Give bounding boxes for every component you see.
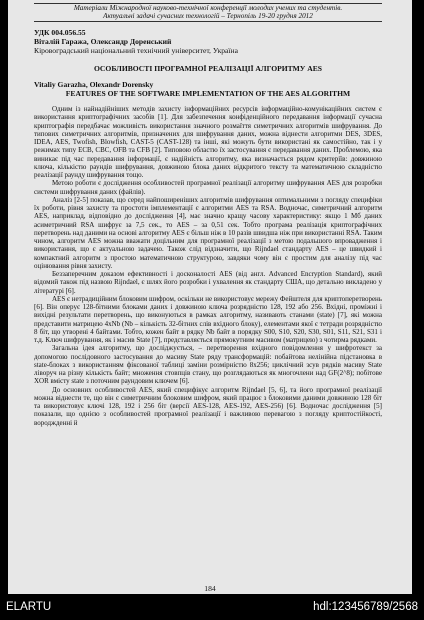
page-number: 184	[204, 584, 216, 593]
title-en: FEATURES OF THE SOFTWARE IMPLEMENTATION OF THE AES ALGORITHM	[65, 89, 351, 98]
handle-identifier: hdl:123456789/2568	[313, 601, 418, 613]
paragraph: До основних особливостей AES, який специфікує алгоритм Rijndael [5, 6], та його програмної реалізації можна віднести те, що він є симетричним блоковим шифром, який працює з блоковими даними довжиною 128 біт та використовує ключі 128, 192 і 256 біт (версії AES-128, AES-192, AES-256) [6]. Водночас дослідження [5] показали, що однією з особливостей програмної реалізації і важливою перевагою з погляду криптостійкості, вороджденні й	[34, 385, 382, 427]
paragraph: Загальна ідея алгоритму, що досліджується, – перетворення вхідного повідомлення у шифротекст за допомогою послідовного застосування до масиву State ряду трансформацій: побайтова нелінійна підстановка в state-блоках з використанням фіксованої таблиці заміни розмірністю 8x256; циклічний зсув рядків масиву State ліворуч на різну кількість байт; множення стовпців стану, що розглядаються як многочлени над GF(2^8); побітове XOR вмісту state з поточним раундовим ключем [6].	[34, 344, 382, 386]
title-ua: ОСОБЛИВОСТІ ПРОГРАМНОЇ РЕАЛІЗАЦІЇ АЛГОРИТМУ AES	[93, 64, 323, 73]
conference-header-line-2: Актуальні задачі сучасних технологій – Тернопіль 19-20 грудня 2012	[103, 12, 313, 20]
paragraph: AES є нетрадиційним блоковим шифром, оскільки не використовує мережу Фейштеля для криптоперетворень [6]. Він оперує 128-бітними блоками даних і довжиною ключа розрядністю 128, 192 або 256. Вхідні, проміжні і вихідні результати перетворень, що виконуються в рамках алгоритму, називають станами (state) [7], які можна представити матрицею 4xNb (Nb – кількість 32-бітних слів вхідного блоку), елементами якої є тетради розрядністю 8 біт, що утворені 4 байтами. Тобто, кожен байт в рядку Nb байт в порядку S00, S10, S20, S30, S01, S11, S21, S31 і т.д. Ключ шифрування, як і масив State [7], представляється прямокутним масивом (матрицею) з чотирма рядками.	[34, 294, 382, 344]
udk-code: УДК 004.056.55	[34, 28, 86, 37]
paragraph: Аналіз [2-5] показав, що серед найпоширеніших алгоритмів шифрування оптимальними з погляду специфіки їх роботи, рівня захисту та простоти імплементації є алгоритми AES та RSA. Водночас, симетричний алгоритм AES, наприклад, відповідно до дослідження [4], має значно кращу часову характеристику: якщо 1 Мб даних асиметричний RSA шифрує за 7,5 сек., то AES – за 0,51 сек. Тобто програма реалізація криптографічних перетворень над даними на основі алгоритму AES є більш ніж в 10 разів швидша ніж при використанні RSA. Таким чином, алгоритм AES можна вважати доцільним для програмної реалізації з метою подальшого впровадження і використання, що є актуальною задачею. Також слід відзначити, що Rijndael стандарту AES – це швидкий і компактний алгоритм з простою математичною структурою, завдяки чому він є простим для аналізу під час оцінювання рівня захисту.	[34, 195, 382, 270]
viewer-footer-bar	[0, 598, 424, 620]
document-page	[8, 0, 412, 594]
article-body	[34, 105, 382, 427]
authors-ua: Віталій Гаража, Олександр Доренський	[34, 37, 172, 46]
header-bottom-rule	[34, 21, 382, 22]
repository-label: ELARTU	[6, 601, 52, 613]
conference-header-line-1: Матеріали Міжнародної науково-технічної конференції молодих учених та студентів.	[73, 4, 343, 12]
affiliation: Кіровоградський національний технічний університет, Україна	[34, 46, 238, 55]
paragraph: Одним із найнадійніших методів захисту інформаційних ресурсів інформаційно-комунікаційних систем є використання криптографічних засобів [1]. Для забезпечення конфіденційного передавання інформації сучасна криптографія передбачає можливість використання значного розмаїття симетричних алгоритмів шифрування. До типових симетричних алгоритмів, призначених для шифрування даних, можна віднести алгоритми DES, 3DES, IDEA, AES, Twofish, Blowfish, CAST-5 (CAST-128) та інші, які можуть бути використані як самостійно, так і у режимах типу ECB, CBC, OFB та CFB [2]. Типовою областю їх застосування є передавання даних. Проблемою, яка виникає під час передавання інформації, є надійність алгоритму, яка визначається рядом критеріїв: довжиною ключа, кількістю раундів шифрування, довжиною блока даних відкритого тексту та математичною складністю реалізації раунду шифрування тощо.	[34, 105, 382, 179]
paragraph: Беззаперечним доказом ефективності і досконалості AES (від англ. Advanced Encryption Standard), який відомий також під назвою Rijndael, є шлях його розробки і ухвалення як стандарту США, що детально викладено у літературі [6].	[34, 270, 382, 295]
authors-en: Vitaliy Garazha, Olexandr Dorensky	[34, 80, 154, 89]
paragraph: Метою роботи є дослідження особливостей програмної реалізації алгоритму шифрування AES для розробки системи шифрування даних (файлів).	[34, 179, 382, 196]
